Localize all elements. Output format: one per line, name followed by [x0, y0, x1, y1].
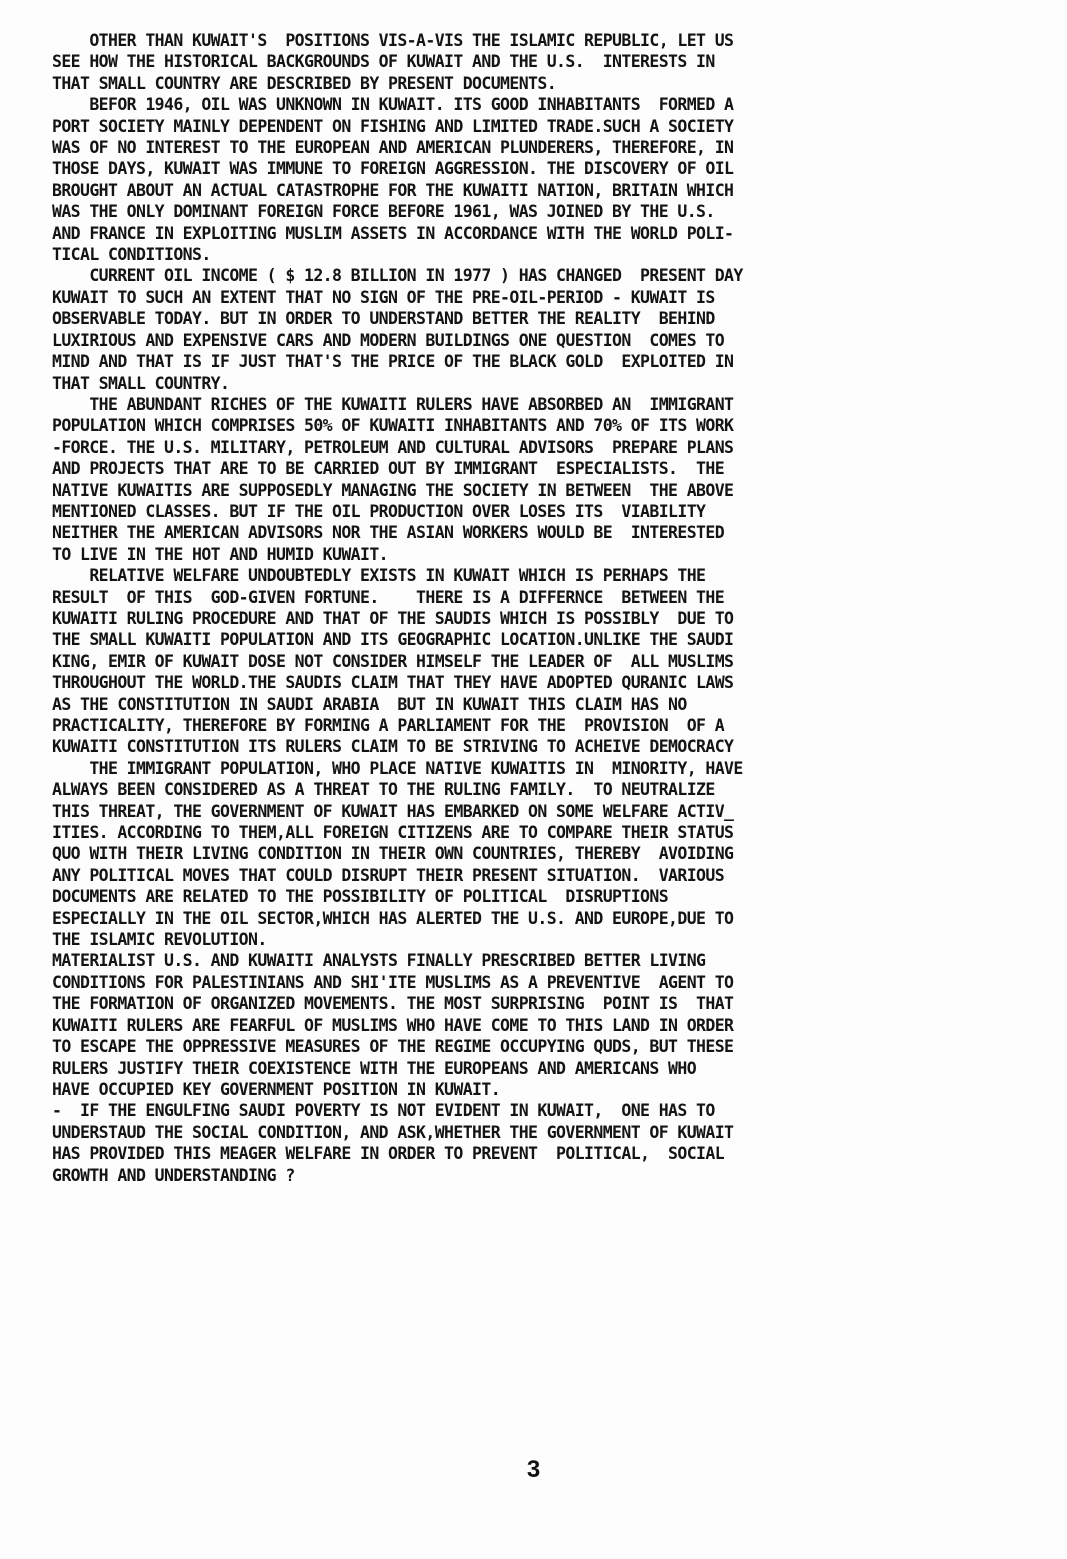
text-line: THROUGHOUT THE WORLD.THE SAUDIS CLAIM THAT THEY HAVE ADOPTED QURANIC LAWS: [52, 673, 734, 693]
text-line: GROWTH AND UNDERSTANDING ?: [52, 1165, 295, 1185]
text-line: QUO WITH THEIR LIVING CONDITION IN THEIR OWN COUNTRIES, THEREBY AVOIDING: [52, 844, 734, 864]
text-line: MIND AND THAT IS IF JUST THAT'S THE PRICE OF THE BLACK GOLD EXPLOITED IN: [52, 352, 734, 372]
text-line: HAS PROVIDED THIS MEAGER WELFARE IN ORDER TO PREVENT POLITICAL, SOCIAL: [52, 1144, 725, 1164]
text-line: WAS THE ONLY DOMINANT FOREIGN FORCE BEFORE 1961, WAS JOINED BY THE U.S.: [52, 202, 715, 222]
text-line: UNDERSTAUD THE SOCIAL CONDITION, AND ASK,WHETHER THE GOVERNMENT OF KUWAIT: [52, 1122, 734, 1142]
text-line: THE SMALL KUWAITI POPULATION AND ITS GEOGRAPHIC LOCATION.UNLIKE THE SAUDI: [52, 630, 734, 650]
text-line: -FORCE. THE U.S. MILITARY, PETROLEUM AND CULTURAL ADVISORS PREPARE PLANS: [52, 437, 734, 457]
text-line: KUWAITI RULERS ARE FEARFUL OF MUSLIMS WHO HAVE COME TO THIS LAND IN ORDER: [52, 1015, 734, 1035]
text-line: KUWAITI RULING PROCEDURE AND THAT OF THE SAUDIS WHICH IS POSSIBLY DUE TO: [52, 608, 734, 628]
text-line: HAVE OCCUPIED KEY GOVERNMENT POSITION IN KUWAIT.: [52, 1079, 501, 1099]
text-line: ANY POLITICAL MOVES THAT COULD DISRUPT THEIR PRESENT SITUATION. VARIOUS: [52, 865, 725, 885]
paragraph: [52, 394, 982, 565]
text-line: THAT SMALL COUNTRY ARE DESCRIBED BY PRESENT DOCUMENTS.: [52, 73, 557, 93]
text-line: THAT SMALL COUNTRY.: [52, 373, 230, 393]
text-line: RELATIVE WELFARE UNDOUBTEDLY EXISTS IN KUWAIT WHICH IS PERHAPS THE: [52, 566, 706, 586]
text-line: OTHER THAN KUWAIT'S POSITIONS VIS-A-VIS THE ISLAMIC REPUBLIC, LET US: [52, 31, 734, 50]
text-line: THE ISLAMIC REVOLUTION.: [52, 930, 267, 950]
paragraph: [52, 950, 982, 1100]
text-line: AND PROJECTS THAT ARE TO BE CARRIED OUT BY IMMIGRANT ESPECIALISTS. THE: [52, 459, 725, 479]
body-text: [52, 30, 982, 1186]
text-line: AS THE CONSTITUTION IN SAUDI ARABIA BUT IN KUWAIT THIS CLAIM HAS NO: [52, 694, 687, 714]
text-line: THIS THREAT, THE GOVERNMENT OF KUWAIT HAS EMBARKED ON SOME WELFARE ACTIV_: [52, 801, 734, 821]
text-line: ITIES. ACCORDING TO THEM,ALL FOREIGN CITIZENS ARE TO COMPARE THEIR STATUS: [52, 823, 734, 843]
paragraph: [52, 1100, 982, 1186]
text-line: NEITHER THE AMERICAN ADVISORS NOR THE ASIAN WORKERS WOULD BE INTERESTED: [52, 523, 725, 543]
text-line: ALWAYS BEEN CONSIDERED AS A THREAT TO THE RULING FAMILY. TO NEUTRALIZE: [52, 780, 715, 800]
text-line: THOSE DAYS, KUWAIT WAS IMMUNE TO FOREIGN AGGRESSION. THE DISCOVERY OF OIL: [52, 159, 734, 179]
text-line: KING, EMIR OF KUWAIT DOSE NOT CONSIDER HIMSELF THE LEADER OF ALL MUSLIMS: [52, 651, 734, 671]
paragraph: [52, 758, 982, 951]
text-line: THE FORMATION OF ORGANIZED MOVEMENTS. THE MOST SURPRISING POINT IS THAT: [52, 994, 734, 1014]
text-line: RESULT OF THIS GOD-GIVEN FORTUNE. THERE IS A DIFFERNCE BETWEEN THE: [52, 587, 725, 607]
text-line: PRACTICALITY, THEREFORE BY FORMING A PARLIAMENT FOR THE PROVISION OF A: [52, 716, 725, 735]
text-line: TO LIVE IN THE HOT AND HUMID KUWAIT.: [52, 544, 389, 564]
text-line: DOCUMENTS ARE RELATED TO THE POSSIBILITY OF POLITICAL DISRUPTIONS: [52, 887, 669, 907]
text-line: CURRENT OIL INCOME ( $ 12.8 BILLION IN 1977 ) HAS CHANGED PRESENT DAY: [52, 266, 743, 286]
text-line: SEE HOW THE HISTORICAL BACKGROUNDS OF KUWAIT AND THE U.S. INTERESTS IN: [52, 52, 715, 72]
paragraph: [52, 30, 982, 94]
paragraph: [52, 265, 982, 393]
text-line: KUWAITI CONSTITUTION ITS RULERS CLAIM TO BE STRIVING TO ACHEIVE DEMOCRACY: [52, 737, 734, 757]
text-line: THE IMMIGRANT POPULATION, WHO PLACE NATIVE KUWAITIS IN MINORITY, HAVE: [52, 758, 743, 778]
text-line: KUWAIT TO SUCH AN EXTENT THAT NO SIGN OF THE PRE-OIL-PERIOD - KUWAIT IS: [52, 287, 715, 307]
text-line: - IF THE ENGULFING SAUDI POVERTY IS NOT EVIDENT IN KUWAIT, ONE HAS TO: [52, 1101, 715, 1121]
page-number: 3: [526, 1456, 541, 1483]
text-line: RULERS JUSTIFY THEIR COEXISTENCE WITH THE EUROPEANS AND AMERICANS WHO: [52, 1058, 697, 1078]
text-line: BROUGHT ABOUT AN ACTUAL CATASTROPHE FOR THE KUWAITI NATION, BRITAIN WHICH: [52, 180, 734, 200]
paragraph: [52, 565, 982, 758]
text-line: TICAL CONDITIONS.: [52, 245, 211, 265]
text-line: OBSERVABLE TODAY. BUT IN ORDER TO UNDERSTAND BETTER THE REALITY BEHIND: [52, 309, 715, 329]
text-line: AND FRANCE IN EXPLOITING MUSLIM ASSETS IN ACCORDANCE WITH THE WORLD POLI-: [52, 223, 734, 243]
text-line: NATIVE KUWAITIS ARE SUPPOSEDLY MANAGING THE SOCIETY IN BETWEEN THE ABOVE: [52, 480, 734, 500]
text-line: CONDITIONS FOR PALESTINIANS AND SHI'ITE MUSLIMS AS A PREVENTIVE AGENT TO: [52, 972, 734, 992]
text-line: TO ESCAPE THE OPPRESSIVE MEASURES OF THE REGIME OCCUPYING QUDS, BUT THESE: [52, 1037, 734, 1057]
text-line: BEFOR 1946, OIL WAS UNKNOWN IN KUWAIT. ITS GOOD INHABITANTS FORMED A: [52, 95, 734, 115]
text-line: WAS OF NO INTEREST TO THE EUROPEAN AND AMERICAN PLUNDERERS, THEREFORE, IN: [52, 138, 734, 158]
text-line: ESPECIALLY IN THE OIL SECTOR,WHICH HAS ALERTED THE U.S. AND EUROPE,DUE TO: [52, 908, 734, 928]
text-line: POPULATION WHICH COMPRISES 50% OF KUWAITI INHABITANTS AND 70% OF ITS WORK: [52, 416, 734, 436]
text-line: PORT SOCIETY MAINLY DEPENDENT ON FISHING AND LIMITED TRADE.SUCH A SOCIETY: [52, 116, 734, 136]
text-line: MATERIALIST U.S. AND KUWAITI ANALYSTS FINALLY PRESCRIBED BETTER LIVING: [52, 951, 706, 971]
paragraph: [52, 94, 982, 265]
text-line: LUXIRIOUS AND EXPENSIVE CARS AND MODERN BUILDINGS ONE QUESTION COMES TO: [52, 330, 725, 350]
text-line: MENTIONED CLASSES. BUT IF THE OIL PRODUCTION OVER LOSES ITS VIABILITY: [52, 501, 706, 521]
text-line: THE ABUNDANT RICHES OF THE KUWAITI RULERS HAVE ABSORBED AN IMMIGRANT: [52, 394, 734, 414]
